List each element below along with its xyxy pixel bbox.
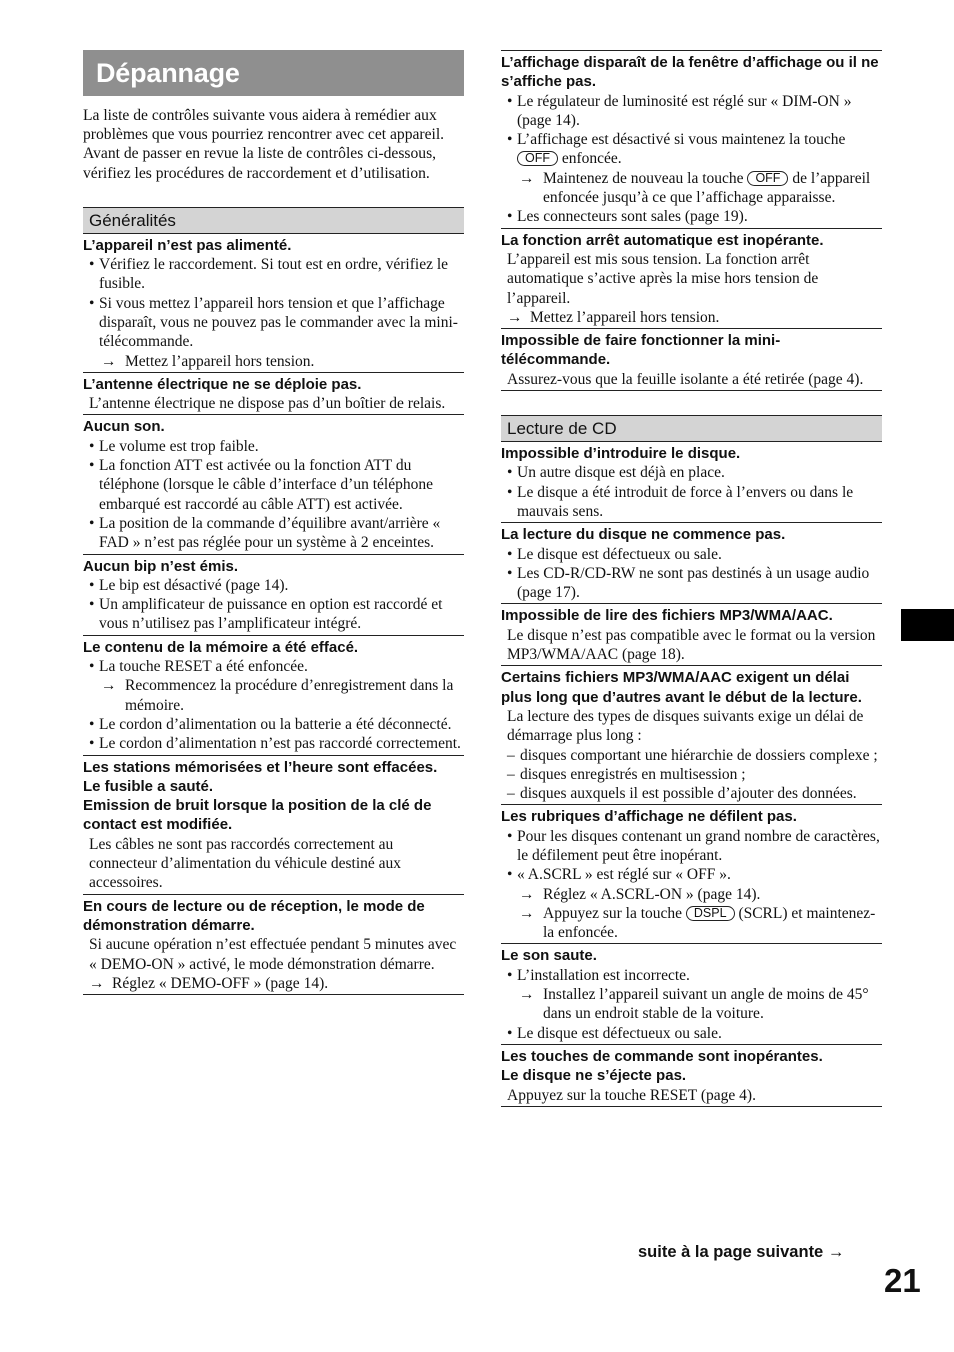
intro-paragraph: La liste de contrôles suivante vous aidera à remédier aux problèmes que vous pourriez rencontrer avec cet appareil. — [83, 107, 445, 144]
remedy-text: Réglez « A.SCRL-ON » (page 14). — [543, 885, 761, 903]
troubleshoot-entry — [501, 50, 882, 229]
dash-item: – disques enregistrés en multisession ; — [501, 765, 882, 784]
problem-heading: Impossible de faire fonctionner la mini-télécommande. — [501, 332, 781, 369]
page-number: 21 — [884, 1262, 921, 1299]
troubleshoot-entry — [501, 666, 882, 805]
intro-paragraph: Avant de passer en revue la liste de contrôles ci-dessous, vérifiez les procédures de raccordement et d’utilisation. — [83, 145, 437, 182]
explanation-text: Si aucune opération n’est effectuée pendant 5 minutes avec « DEMO-ON » activé, le mode démonstration démarre. — [89, 936, 457, 973]
troubleshoot-entry — [501, 329, 882, 391]
explanation-text: La lecture des types de disques suivants exige un délai de démarrage plus long : — [507, 707, 864, 745]
remedy-item — [501, 308, 882, 327]
problem-heading: Aucun bip n’est émis. — [83, 557, 239, 575]
section-heading-lecture-cd: Lecture de CD — [501, 415, 882, 442]
problem-heading: La fonction arrêt automatique est inopérante. — [501, 231, 824, 249]
arrow-right-icon: → — [519, 885, 535, 903]
remedy-item — [501, 985, 882, 1024]
remedy-item — [501, 885, 882, 904]
problem-heading: Aucun son. — [83, 418, 165, 436]
problem-heading: Les stations mémorisées et l’heure sont effacées. — [83, 758, 438, 776]
dash-item: – disques auxquels il est possible d’ajouter des données. — [501, 784, 882, 803]
cause-item: • Le régulateur de luminosité est réglé sur « DIM-ON » (page 14). — [501, 92, 882, 131]
problem-heading: Impossible de lire des fichiers MP3/WMA/AAC. — [501, 607, 833, 625]
problem-heading: Les touches de commande sont inopérantes. — [501, 1047, 823, 1065]
troubleshoot-entry — [501, 442, 882, 523]
explanation-text: L’appareil est mis sous tension. La fonction arrêt automatique s’active après la mise hors tension de l’appareil. — [507, 250, 819, 307]
problem-heading: Les rubriques d’affichage ne défilent pas. — [501, 808, 797, 826]
troubleshoot-entry — [501, 523, 882, 604]
intro — [83, 106, 464, 183]
cause-item: • « A.SCRL » est réglé sur « OFF ». — [501, 865, 882, 884]
cause-item: • Le cordon d’alimentation ou la batterie a été déconnecté. — [83, 715, 464, 734]
page-title: Dépannage — [83, 50, 464, 96]
troubleshoot-entry — [83, 636, 464, 756]
cause-item: • Un amplificateur de puissance en option est raccordé et vous n’utilisez pas l’amplificateur intégré. — [83, 595, 464, 634]
cause-item: • La fonction ATT est activée ou la fonction ATT du téléphone (lorsque le câble d’interface d’un téléphone embarqué est raccordé au câble ATT) est activée. — [83, 456, 464, 514]
cause-text: enfoncée. — [561, 150, 622, 168]
cause-item: • La position de la commande d’équilibre avant/arrière « FAD » n’est pas réglée pour un système à 2 enceintes. — [83, 514, 464, 553]
problem-heading: Le disque ne s’éjecte pas. — [501, 1067, 687, 1085]
problem-heading: Le contenu de la mémoire a été effacé. — [83, 638, 359, 656]
explanation-text: Assurez-vous que la feuille isolante a été retirée (page 4). — [507, 370, 864, 388]
troubleshoot-entry — [83, 415, 464, 554]
problem-heading: Le fusible a sauté. — [83, 777, 214, 795]
cause-item: • Le cordon d’alimentation n’est pas raccordé correctement. — [83, 734, 464, 753]
continued-note: suite à la page suivante → — [638, 1243, 845, 1261]
arrow-right-icon: → — [519, 986, 535, 1004]
remedy-text: Installez l’appareil suivant un angle de moins de 45° dans un endroit stable de la voiture. — [543, 986, 869, 1023]
cause-item: • Le volume est trop faible. — [83, 437, 464, 456]
cause-item: • Le disque est défectueux ou sale. — [501, 545, 882, 564]
explanation-text: Le disque n’est pas compatible avec le format ou la version MP3/WMA/AAC (page 18). — [507, 626, 876, 664]
troubleshoot-entry — [83, 895, 464, 995]
cause-text: L’affichage est désactivé si vous maintenez la touche — [517, 131, 846, 149]
explanation-text: Appuyez sur la touche RESET (page 4). — [507, 1086, 756, 1104]
off-key-label: OFF — [517, 151, 558, 166]
arrow-right-icon: → — [519, 169, 535, 187]
problem-heading: Le son saute. — [501, 947, 597, 965]
troubleshoot-entry — [501, 805, 882, 944]
problem-heading: L’antenne électrique ne se déploie pas. — [83, 375, 362, 393]
cause-item: • Pour les disques contenant un grand nombre de caractères, le défilement peut être inopérant. — [501, 827, 882, 866]
dash-item: – disques comportant une hiérarchie de dossiers complexe ; — [501, 746, 882, 765]
remedy-item — [83, 352, 464, 371]
problem-heading: L’affichage disparaît de la fenêtre d’affichage ou il ne s’affiche pas. — [501, 54, 879, 91]
arrow-right-icon: → — [101, 352, 117, 370]
remedy-text: Mettez l’appareil hors tension. — [530, 308, 720, 326]
problem-heading: La lecture du disque ne commence pas. — [501, 526, 786, 544]
arrow-right-icon: → — [101, 677, 117, 695]
problem-heading: Certains fichiers MP3/WMA/AAC exigent un délai plus long que d’autres avant le début de la lecture. — [501, 669, 862, 706]
right-column — [501, 50, 882, 1107]
problem-heading: En cours de lecture ou de réception, le mode de démonstration démarre. — [83, 897, 425, 934]
cause-item: • Les connecteurs sont sales (page 19). — [501, 207, 882, 226]
remedy-item — [501, 904, 882, 943]
dspl-key-label: DSPL — [686, 906, 735, 921]
left-column — [83, 50, 464, 995]
cause-item: • La touche RESET a été enfoncée. — [83, 657, 464, 676]
off-key-label: OFF — [747, 171, 788, 186]
troubleshoot-entry — [83, 234, 464, 373]
section-heading-generalites: Généralités — [83, 207, 464, 234]
cause-item: • Les CD-R/CD-RW ne sont pas destinés à un usage audio (page 17). — [501, 564, 882, 603]
arrow-right-icon: → — [507, 308, 523, 326]
remedy-text: (SCRL) et maintenez-la enfoncée. — [543, 904, 876, 942]
remedy-item — [501, 169, 882, 208]
explanation-text: Les câbles ne sont pas raccordés correctement au connecteur d’alimentation du véhicule destiné aux accessoires. — [89, 835, 402, 892]
remedy-text: de l’appareil enfoncée jusqu’à ce que l’affichage apparaisse. — [543, 169, 871, 207]
cause-item: • L’installation est incorrecte. — [501, 966, 882, 985]
troubleshoot-entry — [501, 604, 882, 666]
problem-heading: L’appareil n’est pas alimenté. — [83, 236, 292, 254]
cause-item: • Vérifiez le raccordement. Si tout est en ordre, vérifiez le fusible. — [83, 255, 464, 294]
troubleshoot-entry — [501, 229, 882, 329]
explanation-text: L’antenne électrique ne dispose pas d’un boîtier de relais. — [89, 395, 446, 413]
cause-item: • Le disque a été introduit de force à l’envers ou dans le mauvais sens. — [501, 483, 882, 522]
troubleshoot-entry — [83, 756, 464, 895]
troubleshoot-entry — [83, 555, 464, 636]
problem-heading: Emission de bruit lorsque la position de la clé de contact est modifiée. — [83, 797, 432, 834]
remedy-item — [83, 676, 464, 715]
remedy-text: Recommencez la procédure d’enregistrement dans la mémoire. — [125, 677, 454, 714]
arrow-right-icon: → — [89, 974, 105, 992]
arrow-right-icon: → — [519, 904, 535, 922]
cause-item — [501, 130, 882, 169]
remedy-text: Réglez « DEMO-OFF » (page 14). — [112, 974, 329, 992]
remedy-item — [83, 974, 464, 993]
troubleshoot-entry — [501, 1045, 882, 1107]
cause-item: • Le bip est désactivé (page 14). — [83, 576, 464, 595]
troubleshoot-entry — [501, 944, 882, 1044]
cause-item: • Un autre disque est déjà en place. — [501, 463, 882, 482]
remedy-text: Appuyez sur la touche — [543, 904, 683, 922]
remedy-text: Maintenez de nouveau la touche — [543, 169, 744, 187]
remedy-text: Mettez l’appareil hors tension. — [125, 352, 315, 370]
cause-item: • Le disque est défectueux ou sale. — [501, 1024, 882, 1043]
problem-heading: Impossible d’introduire le disque. — [501, 445, 741, 463]
cause-item: • Si vous mettez l’appareil hors tension et que l’affichage disparaît, vous ne pouvez pas le commander avec la mini-télécommande. — [83, 294, 464, 352]
troubleshoot-entry — [83, 373, 464, 416]
section-tab-marker — [901, 609, 954, 641]
